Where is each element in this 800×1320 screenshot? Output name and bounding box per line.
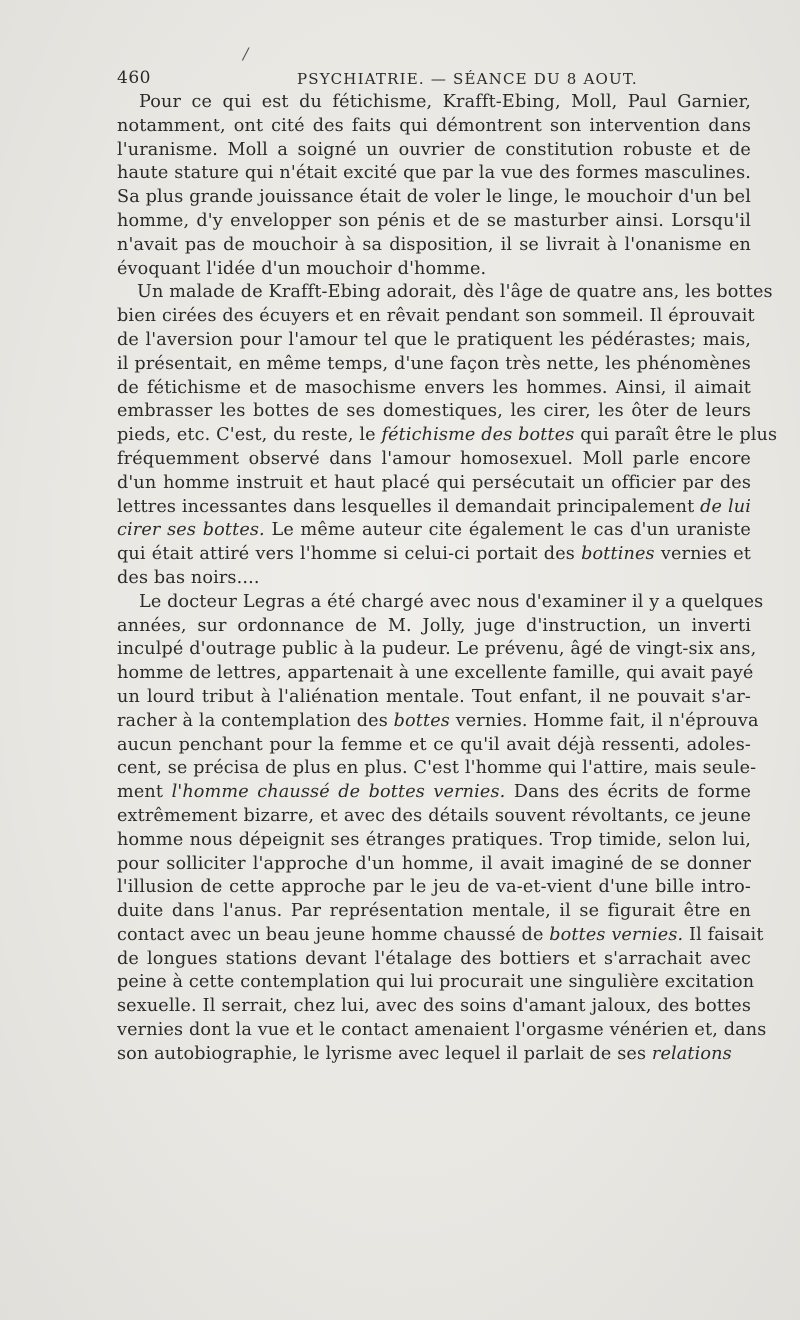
text-line (117, 448, 751, 472)
text-run: bien cirées des écuyers et en rêvait pendant son sommeil. Il éprouvait (117, 306, 755, 327)
text-run: vernies. Homme fait, il n'éprouva (449, 710, 759, 731)
stray-pen-mark: / (243, 44, 249, 63)
text-run: haute stature qui n'était excité que par la vue des formes masculines. (117, 163, 751, 184)
text-run: Dans des écrits de forme (505, 782, 752, 803)
text-run: duite dans l'anus. Par représentation mentale, il se figurait être en (117, 901, 751, 922)
text-run: Sa plus grande jouissance était de voler le linge, le mouchoir d'un bel (117, 187, 751, 208)
text-line (117, 591, 764, 615)
text-run: son autobiographie, le lyrisme avec lequel il parlait de ses (117, 1043, 652, 1064)
text-line (117, 781, 751, 805)
text-run: ment (117, 782, 172, 803)
running-title: PSYCHIATRIE. — SÉANCE DU 8 AOUT. (297, 70, 638, 88)
text-run: de l'aversion pour l'amour tel que le pratiquent les pédérastes; mais, (117, 329, 751, 350)
text-line (117, 567, 751, 591)
italic-run: bottes (393, 710, 450, 731)
text-run: l'uranisme. Moll a soigné un ouvrier de constitution robuste et de (117, 139, 751, 160)
text-run: n'avait pas de mouchoir à sa disposition, il se livrait à l'onanisme en (117, 234, 751, 255)
text-line (117, 210, 751, 234)
page-header (117, 62, 751, 92)
text-line (117, 496, 751, 520)
text-line (117, 853, 751, 877)
italic-run: bottines (581, 544, 655, 565)
text-line (117, 1043, 751, 1067)
text-run: sexuelle. Il serrait, chez lui, avec des soins d'amant jaloux, des bottes (117, 996, 751, 1017)
text-line (117, 91, 751, 115)
text-line (117, 519, 751, 543)
text-run: de fétichisme et de masochisme envers les hommes. Ainsi, il aimait (117, 377, 751, 398)
text-run: qui était attiré vers l'homme si celui-ci portait des (117, 544, 582, 565)
text-run: Un malade de Krafft-Ebing adorait, dès l'âge de quatre ans, les bottes (137, 282, 773, 303)
text-line (117, 757, 757, 781)
text-line (117, 829, 751, 853)
page-number: 460 (117, 68, 151, 88)
text-run: Le docteur Legras a été chargé avec nous d'examiner il y a quelques (139, 591, 764, 612)
text-line (117, 900, 751, 924)
text-run: aucun penchant pour la femme et ce qu'il avait déjà ressenti, adoles- (117, 734, 751, 755)
text-run: cent, se précisa de plus en plus. C'est l'homme qui l'attire, mais seule- (117, 758, 757, 779)
text-run: qui paraît être le plus (574, 425, 778, 446)
text-run: homme nous dépeignit ses étranges pratiques. Trop timide, selon lui, (117, 829, 751, 850)
text-line (117, 710, 759, 734)
italic-run: l'homme chaussé de bottes vernies. (171, 782, 506, 803)
text-run: évoquant l'idée d'un mouchoir d'homme. (117, 258, 487, 279)
italic-run: fétichisme des bottes (381, 425, 575, 446)
text-run: de longues stations devant l'étalage des bottiers et s'arrachait avec (117, 948, 751, 969)
text-line (117, 305, 755, 329)
text-line (117, 424, 778, 448)
text-run: pour solliciter l'approche d'un homme, il avait imaginé de se donner (117, 853, 751, 874)
text-run: homme, d'y envelopper son pénis et de se masturber ainsi. Lorsqu'il (117, 210, 751, 231)
text-line (117, 139, 751, 163)
text-run: vernies et (654, 544, 751, 565)
text-line (117, 876, 751, 900)
text-run: contact avec un beau jeune homme chaussé de (117, 924, 550, 945)
text-run: Le même auteur cite également le cas d'un uraniste (264, 520, 751, 541)
text-line (117, 258, 751, 282)
text-line (117, 924, 764, 948)
text-run: lettres incessantes dans lesquelles il demandait principalement (117, 496, 701, 517)
text-line (117, 472, 751, 496)
text-line (117, 971, 755, 995)
text-run: vernies dont la vue et le contact amenaient l'orgasme vénérien et, dans (117, 1020, 767, 1041)
text-line (117, 281, 773, 305)
italic-run: de lui (700, 496, 751, 517)
italic-run: cirer ses bottes. (117, 520, 265, 541)
text-line (117, 353, 751, 377)
italic-run: relations (651, 1043, 732, 1064)
text-run: un lourd tribut à l'aliénation mentale. Tout enfant, il ne pouvait s'ar- (117, 686, 751, 707)
text-line (117, 329, 751, 353)
text-line (117, 543, 751, 567)
text-run: des bas noirs.... (117, 567, 260, 588)
text-run: il présentait, en même temps, d'une façon très nette, les phénomènes (117, 353, 751, 374)
text-run: Il faisait (683, 924, 764, 945)
text-line (117, 1019, 767, 1043)
text-line (117, 234, 751, 258)
text-run: embrasser les bottes de ses domestiques, les cirer, les ôter de leurs (117, 401, 751, 422)
text-run: fréquemment observé dans l'amour homosexuel. Moll parle encore (117, 448, 751, 469)
text-run: peine à cette contemplation qui lui procurait une singulière excitation (117, 972, 755, 993)
text-run: homme de lettres, appartenait à une excellente famille, qui avait payé (117, 663, 754, 684)
text-line (117, 162, 751, 186)
text-run: Pour ce qui est du fétichisme, Krafft-Ebing, Moll, Paul Garnier, (139, 92, 751, 112)
text-line (117, 734, 751, 758)
text-run: années, sur ordonnance de M. Jolly, juge d'instruction, un inverti (117, 615, 751, 636)
text-line (117, 186, 751, 210)
text-line (117, 948, 751, 972)
text-line (117, 115, 751, 139)
text-run: d'un homme instruit et haut placé qui persécutait un officier par des (117, 472, 751, 493)
text-run: notamment, ont cité des faits qui démontrent son intervention dans (117, 115, 751, 136)
body-text (117, 91, 778, 1067)
text-line (117, 638, 757, 662)
text-line (117, 805, 751, 829)
text-line (117, 400, 751, 424)
text-run: racher à la contemplation des (117, 710, 394, 731)
text-run: inculpé d'outrage public à la pudeur. Le prévenu, âgé de vingt-six ans, (117, 639, 757, 660)
text-line (117, 662, 754, 686)
text-line (117, 995, 751, 1019)
text-run: pieds, etc. C'est, du reste, le (117, 425, 382, 446)
italic-run: bottes vernies. (549, 924, 684, 945)
text-line (117, 686, 751, 710)
text-run: l'illusion de cette approche par le jeu de va-et-vient d'une bille intro- (117, 877, 751, 898)
text-line (117, 377, 751, 401)
text-line (117, 615, 751, 639)
text-run: extrêmement bizarre, et avec des détails souvent révoltants, ce jeune (117, 805, 751, 826)
